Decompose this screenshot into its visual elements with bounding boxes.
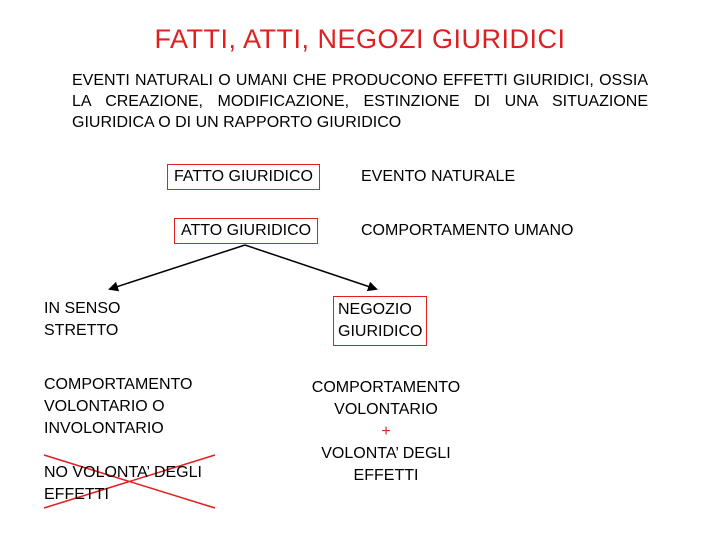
negozio-line1: NEGOZIO [338,301,412,318]
crossed-line1: NO VOLONTA’ DEGLI [44,464,202,481]
arrow-to-negozio-giuridico [245,245,376,289]
crossed-out-text [44,462,202,506]
negozio-line2: GIURIDICO [338,323,423,340]
senso-stretto-desc-line3: INVOLONTARIO [44,420,164,437]
comportamento-umano-label: COMPORTAMENTO UMANO [361,222,574,239]
negozio-description [296,377,476,487]
senso-stretto-line2: STRETTO [44,322,119,339]
crossed-line2: EFFETTI [44,486,109,503]
arrow-to-senso-stretto [110,245,245,289]
definition-text: EVENTI NATURALI O UMANI CHE PRODUCONO EFFETTI GIURIDICI, OSSIA LA CREAZIONE, MODIFICAZIONE, ESTINZIONE DI UNA SITUAZIONE GIURIDICA O DI UN RAPPORTO GIURIDICO [72,72,648,131]
plus-sign: + [381,423,391,440]
senso-stretto-line1: IN SENSO [44,300,121,317]
negozio-desc-line2: VOLONTARIO [334,401,438,418]
senso-stretto-label [44,298,120,342]
fatto-giuridico-box: FATTO GIURIDICO [167,164,320,190]
page-title: FATTI, ATTI, NEGOZI GIURIDICI [154,24,566,54]
senso-stretto-desc-line2: VOLONTARIO O [44,398,165,415]
negozio-desc-line4: VOLONTA’ DEGLI [321,445,451,462]
negozio-giuridico-box [333,296,427,346]
senso-stretto-desc-line1: COMPORTAMENTO [44,376,193,393]
negozio-desc-line5: EFFETTI [353,467,419,484]
senso-stretto-description [44,374,192,440]
negozio-desc-line1: COMPORTAMENTO [311,379,461,396]
atto-giuridico-box: ATTO GIURIDICO [174,218,318,244]
evento-naturale-label: EVENTO NATURALE [361,168,516,185]
